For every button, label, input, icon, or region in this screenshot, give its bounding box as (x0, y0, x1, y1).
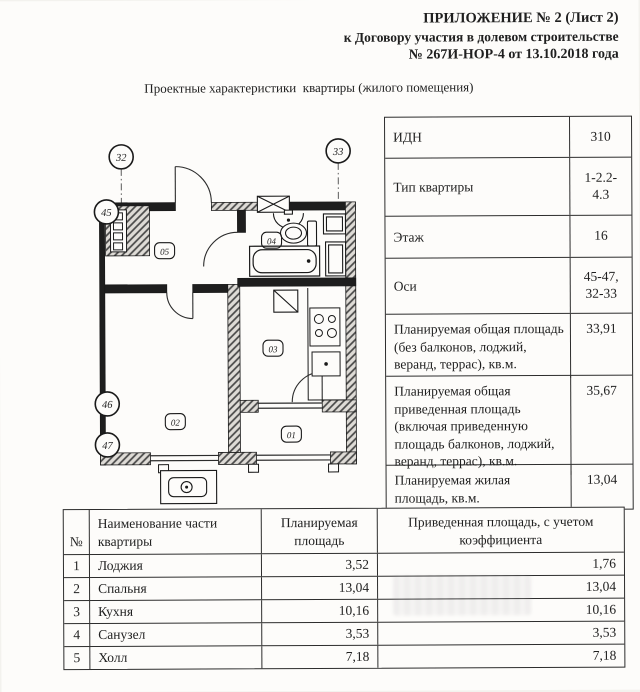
row-name: Санузел (90, 623, 262, 646)
bedroom-door-arc (167, 293, 193, 319)
row-num: 5 (64, 647, 90, 669)
row-reduced: 10,16 (378, 599, 624, 622)
row-planned: 3,52 (262, 554, 378, 577)
info-row-reduced-area (386, 375, 632, 465)
room-label-bathroom: 04 (267, 236, 277, 246)
loggia-door-arc (292, 372, 322, 402)
info-row-idn (385, 117, 631, 158)
row-reduced: 7,18 (378, 645, 624, 668)
table-row (64, 552, 624, 577)
info-row-living-area (387, 464, 633, 510)
col-header-name: Наименование части квартиры (90, 509, 262, 554)
axis-label-46: 46 (102, 400, 113, 411)
room-label-bedroom: 02 (171, 418, 181, 428)
rooms-table-header (64, 508, 624, 554)
axis-label-45: 45 (101, 208, 112, 219)
entry-door-arc (175, 166, 211, 202)
row-num: 4 (64, 624, 90, 646)
row-planned: 13,04 (262, 577, 378, 600)
info-label: Этаж (385, 216, 569, 258)
col-header-num: № (64, 510, 90, 554)
table-row (64, 598, 624, 623)
table-row (64, 575, 624, 600)
row-reduced: 1,76 (378, 553, 624, 576)
row-name: Спальня (90, 577, 262, 600)
row-name: Холл (90, 646, 262, 669)
info-label: ИДН (385, 117, 569, 158)
room-label-loggia: 01 (287, 430, 296, 440)
rooms-table (63, 507, 626, 670)
info-row-total-area (386, 313, 632, 376)
row-num: 2 (64, 578, 90, 600)
row-reduced: 3,53 (378, 622, 624, 645)
bathroom-door-arc (204, 232, 238, 266)
axis-label-32: 32 (115, 153, 127, 164)
apartment-info-table (384, 116, 634, 511)
row-num: 3 (64, 601, 90, 623)
info-label: Тип квартиры (385, 158, 569, 216)
info-label: Оси (386, 258, 570, 314)
info-label: Планируемая общая приведенная площадь (включая приведенную площадь балконов, лоджий, веранд, террас), кв.м. (386, 376, 570, 476)
kitchen-cabinet-icon (274, 290, 298, 312)
info-value: 33,91 (570, 314, 632, 378)
col-header-reduced: Приведенная площадь, с учетом коэффициента (378, 508, 624, 553)
document-title: Проектные характеристики квартиры (жилого помещения) (0, 79, 619, 98)
axis-label-47: 47 (102, 441, 113, 452)
col-header-planned: Планируемая площадь (262, 509, 378, 554)
row-planned: 10,16 (262, 600, 378, 623)
info-label: Планируемая общая площадь (без балконов, лоджий, веранд, террас), кв.м. (386, 314, 570, 378)
info-row-type (385, 157, 631, 216)
info-value: 16 (569, 216, 631, 257)
floor-plan (87, 132, 367, 515)
row-planned: 7,18 (262, 646, 378, 669)
document-header (199, 9, 619, 66)
contract-number-line: № 267И-НОР-4 от 13.10.2018 года (199, 46, 619, 66)
row-reduced: 13,04 (378, 576, 624, 599)
contract-line: к Договору участия в долевом строительстве (199, 28, 619, 48)
toilet-icon (280, 221, 316, 246)
info-value: 45-47, 32-33 (570, 258, 632, 313)
axis-markers (94, 139, 351, 457)
info-row-axes (386, 257, 632, 314)
table-row (64, 644, 624, 669)
info-value: 35,67 (570, 376, 632, 475)
table-row (64, 621, 624, 646)
stove-icon (310, 308, 340, 346)
room-label-hall: 05 (160, 247, 170, 257)
kitchen-sink-icon (312, 352, 340, 376)
row-name: Лоджия (90, 554, 262, 577)
row-name: Кухня (90, 600, 262, 623)
info-value: 13,04 (571, 465, 633, 511)
row-num: 1 (64, 555, 90, 577)
room-label-kitchen: 03 (268, 344, 278, 354)
row-planned: 3,53 (262, 623, 378, 646)
ac-unit-icon (161, 470, 217, 503)
axis-label-33: 33 (332, 147, 344, 158)
info-label: Планируемая жилая площадь, кв.м. (387, 465, 571, 512)
bathtub-icon (250, 246, 320, 276)
info-value: 310 (569, 117, 631, 157)
info-value: 1-2.2-4.3 (569, 158, 631, 215)
bath-cabinet-icon (323, 214, 345, 276)
appendix-line: ПРИЛОЖЕНИЕ № 2 (Лист 2) (199, 9, 619, 30)
info-row-floor (385, 215, 631, 258)
